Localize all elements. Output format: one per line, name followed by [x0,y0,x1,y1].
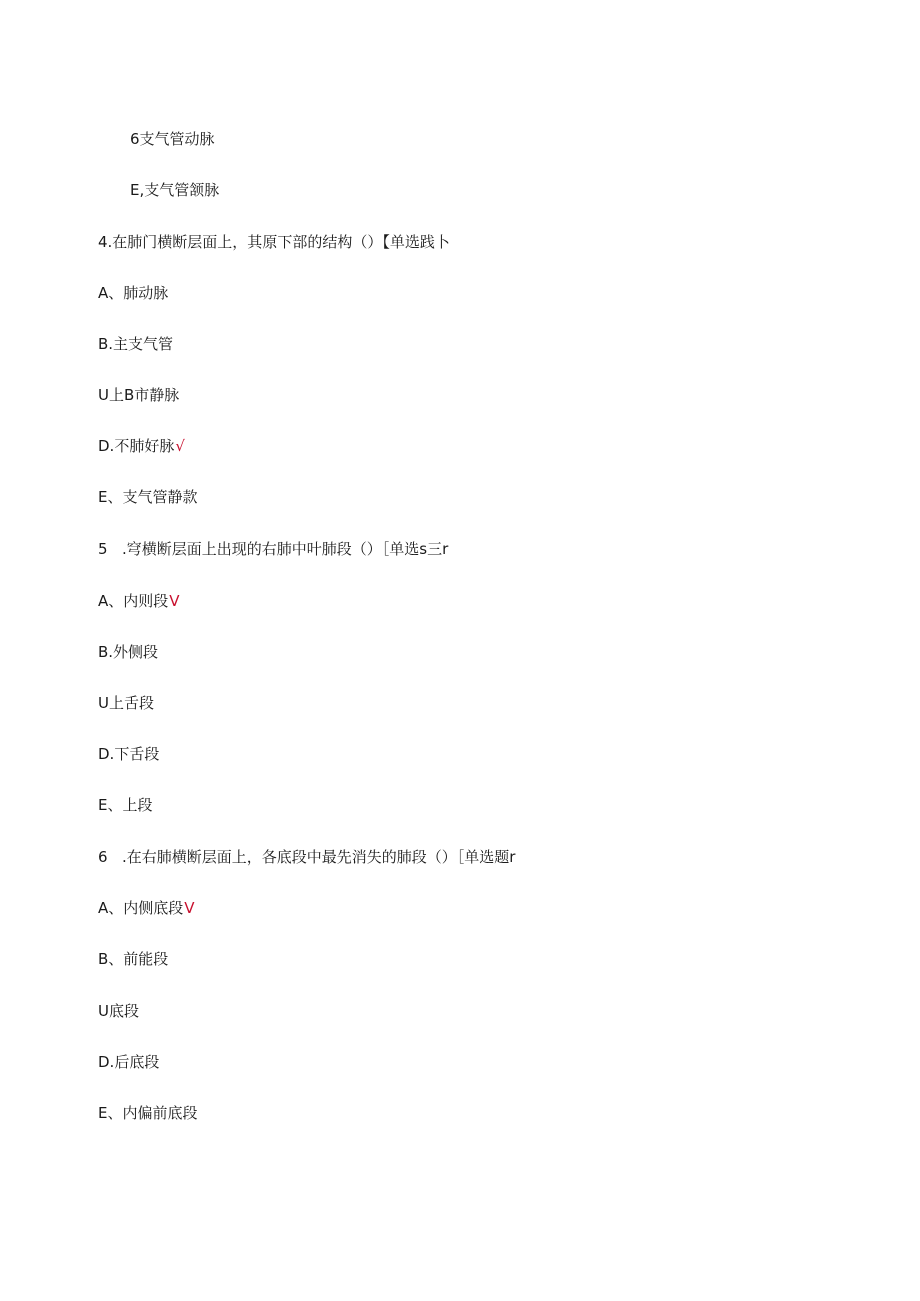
option-b-q6 [98,949,168,969]
option-text: D.后底段 [98,1053,160,1071]
option-c-q5 [98,693,154,713]
option-d-q6 [98,1052,159,1072]
option-text: U上舌段 [98,694,154,712]
option-text: D.不肺好脉 [98,437,175,455]
correct-answer-check-icon: √ [175,437,185,455]
option-text: E,支气管颔脉 [130,181,220,199]
question-text: 4.在肺门横断层面上，其原下部的结构（）【单选践卜 [98,233,450,251]
question-6 [98,847,515,867]
option-text: A、内侧底段 [98,899,184,917]
option-text: 6支气管动脉 [130,130,215,148]
option-b-q4 [98,334,173,354]
question-text: .穹横断层面上出现的右肺中叶肺段（）［单选s三r [122,540,449,558]
option-text: A、肺动脉 [98,284,169,302]
question-text: .在右肺横断层面上，各底段中最先消失的肺段（）［单选题r [122,848,516,866]
option-text: B.外侧段 [98,643,159,661]
option-a-q4 [98,283,168,303]
option-text: E、上段 [98,796,153,814]
option-text: U上B市静脉 [98,386,180,404]
question-5 [98,539,448,559]
option-a-q6 [98,898,195,918]
option-d-q4 [98,436,185,456]
option-text: B、前能段 [98,950,169,968]
option-e-q6 [98,1103,197,1123]
option-e-q5 [98,795,152,815]
correct-answer-check-icon: V [184,899,195,917]
option-text: B.主支气管 [98,335,174,353]
option-text: E、支气管静款 [98,488,198,506]
question-number: 5 [98,540,108,558]
option-text: A、内则段 [98,592,169,610]
option-a-q5 [98,591,180,611]
option-d-q5 [98,744,159,764]
correct-answer-check-icon: V [169,592,180,610]
question-number: 6 [98,848,108,866]
option-b-q5 [98,642,158,662]
option-b-q3 [130,129,215,149]
option-e-q3 [130,180,219,200]
option-c-q6 [98,1001,139,1021]
option-text: D.下舌段 [98,745,160,763]
question-4 [98,232,450,252]
option-text: U底段 [98,1002,139,1020]
option-e-q4 [98,487,197,507]
option-c-q4 [98,385,179,405]
option-text: E、内偏前底段 [98,1104,198,1122]
